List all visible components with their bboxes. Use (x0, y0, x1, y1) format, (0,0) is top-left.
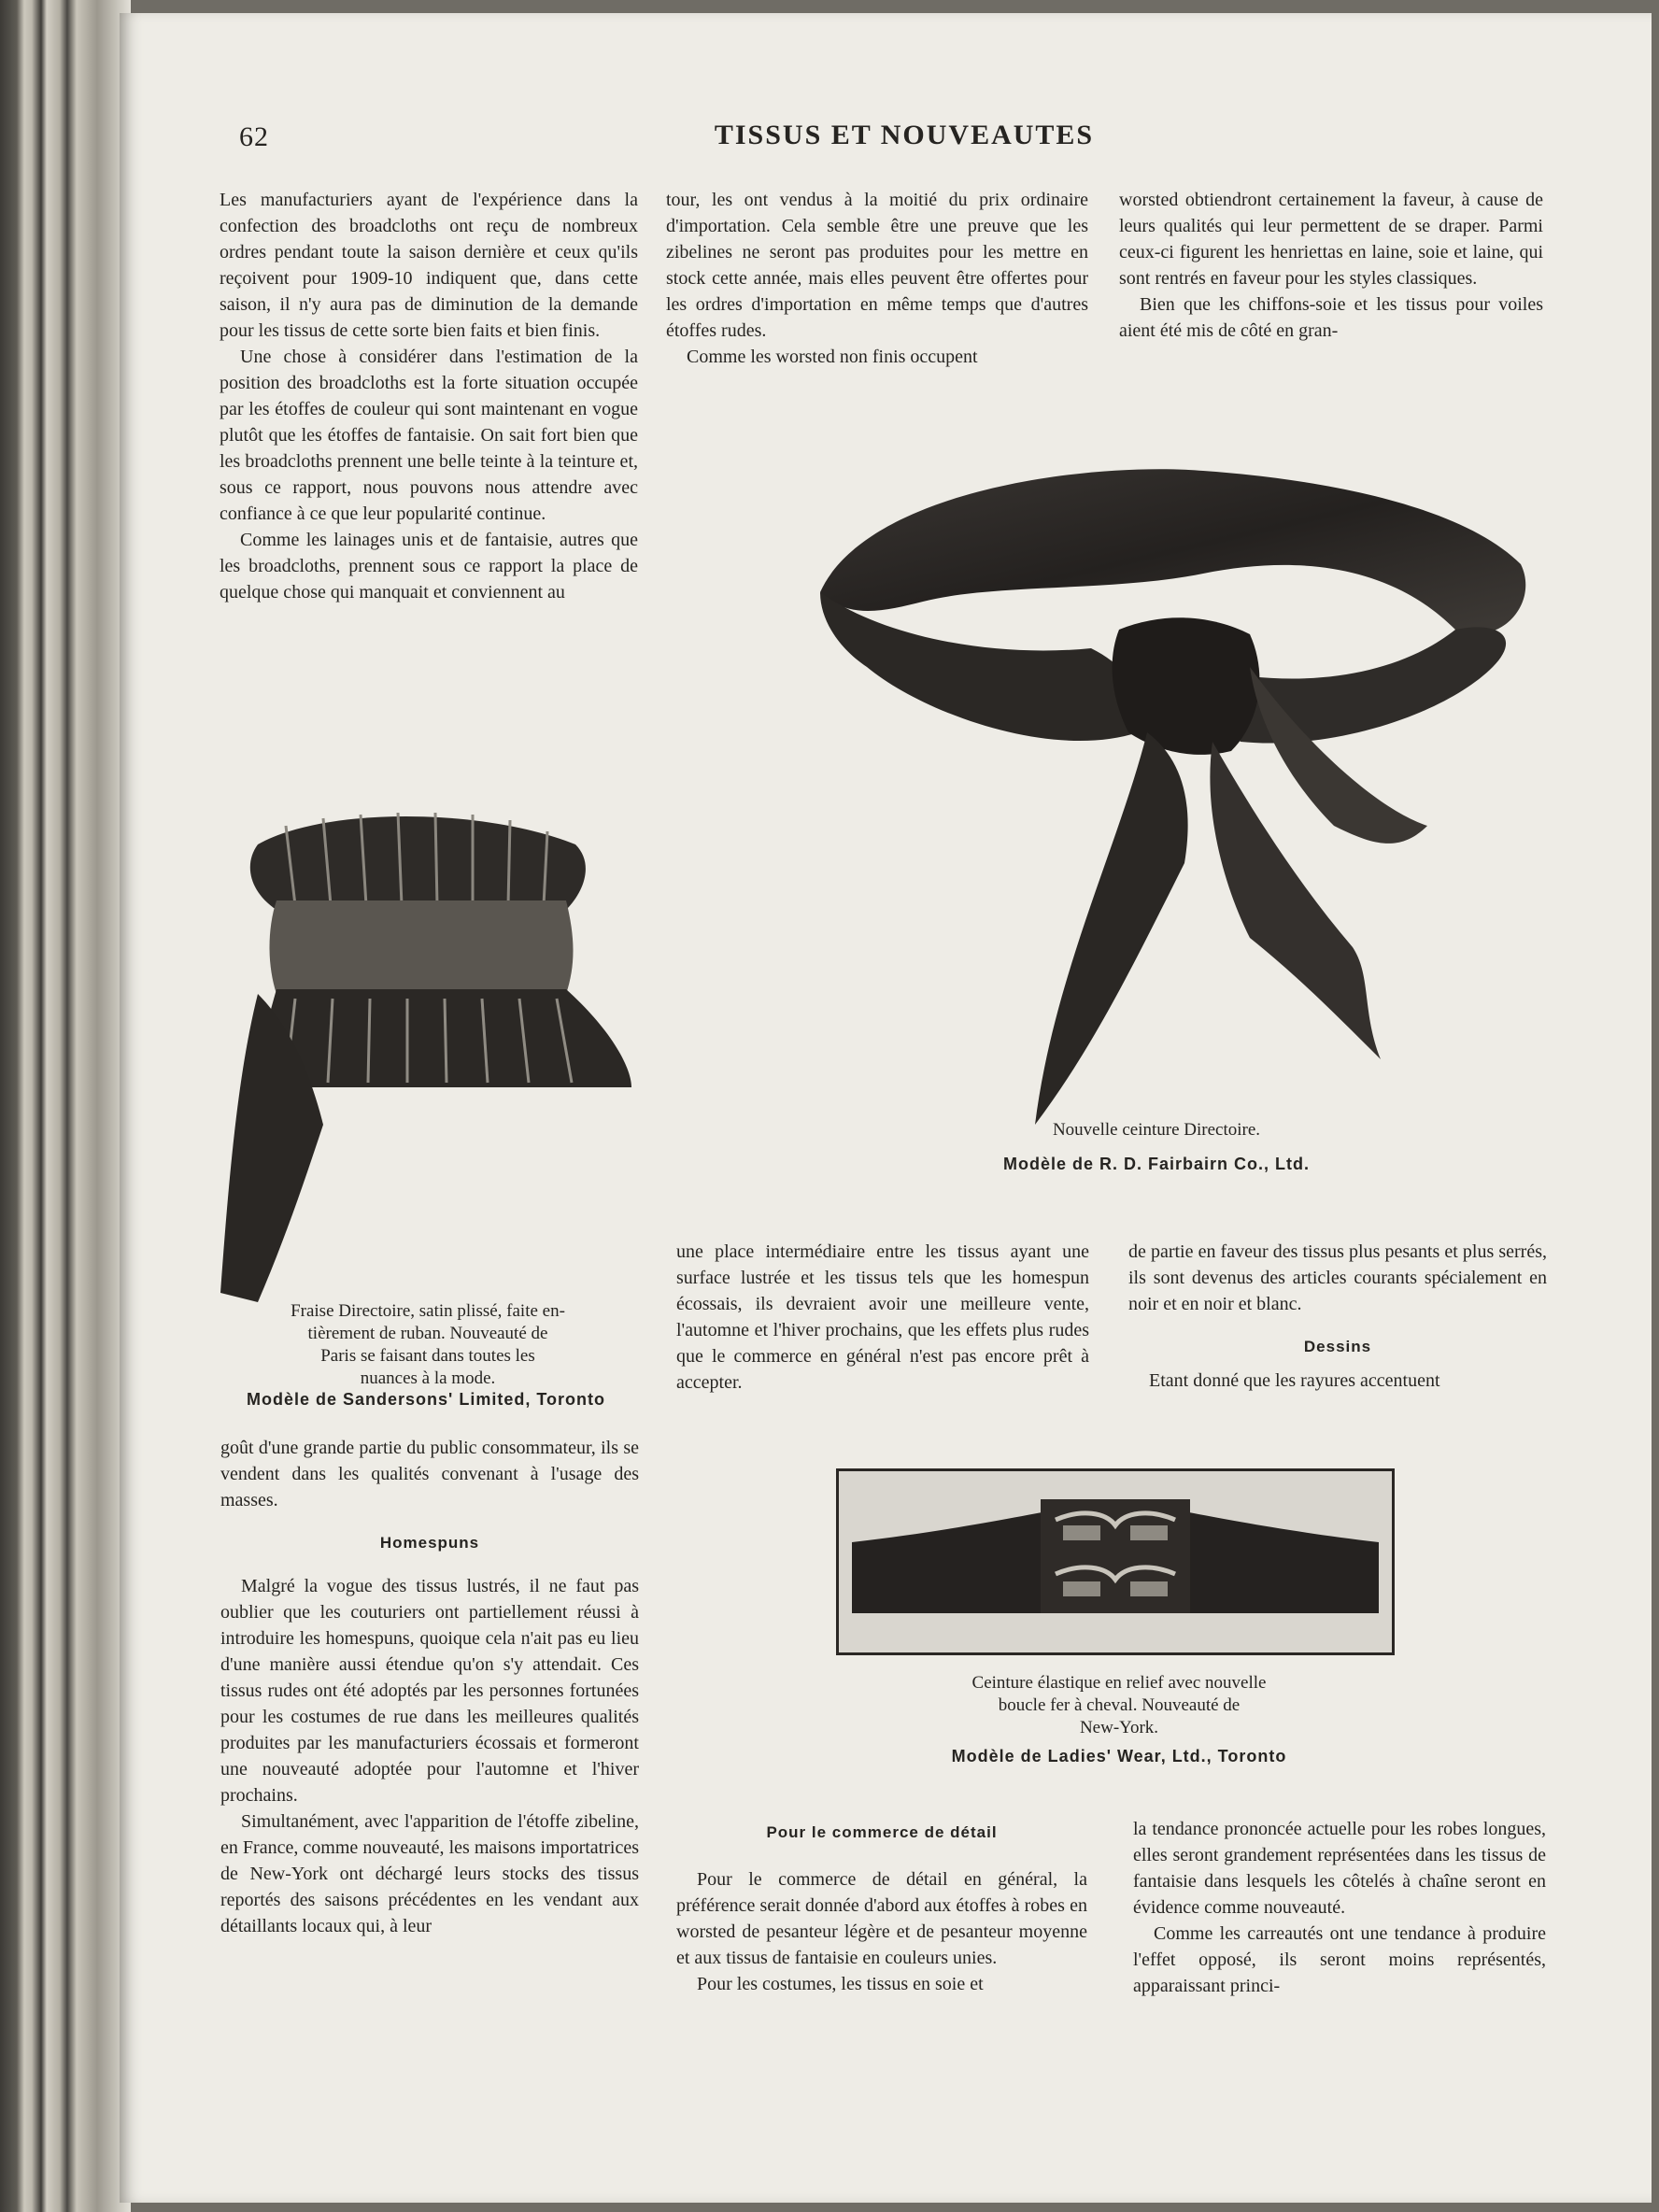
magazine-page (120, 13, 1652, 2203)
page-number: 62 (239, 121, 269, 152)
running-title: TISSUS ET NOUVEAUTES (714, 120, 1095, 150)
column-3-mid (1128, 1239, 1547, 1394)
column-1-top (220, 187, 638, 605)
figure-caption: Nouvelle ceinture Directoire. (1052, 1120, 1261, 1140)
section-heading: Pour le commerce de détail (766, 1823, 998, 1841)
figure-credit: Modèle de R. D. Fairbairn Co., Ltd. (1002, 1155, 1311, 1173)
book-binding-edge (0, 0, 131, 2212)
column-1-bottom (220, 1435, 639, 1939)
figure-caption: Ceinture élastique en relief avec nouvelle boucle fer à cheval. Nouveauté de New-York. (971, 1673, 1267, 1737)
fraise-collar-photo (220, 807, 641, 1312)
paragraph: Comme les worsted non finis occupent (687, 347, 978, 367)
paragraph: Bien que les chiffons-soie et les tissus pour voiles aient été mis de côté en gran- (1119, 294, 1543, 341)
elastic-belt-illustration (839, 1471, 1392, 1652)
column-3-bottom (1133, 1816, 1546, 1999)
directoire-sash-photo (811, 452, 1539, 1125)
paragraph: de partie en faveur des tissus plus pesants et plus serrés, ils sont devenus des articles courants spécialement en noir et en noir et blanc. (1128, 1241, 1547, 1314)
column-3-top (1119, 187, 1543, 344)
paragraph: Pour le commerce de détail en général, la préférence serait donnée d'abord aux étoffes à robes en worsted de pesanteur légère et de pesanteur moyenne et aux tissus de fantaisie en couleurs unies. (676, 1869, 1087, 1968)
column-2-bottom (676, 1823, 1087, 1997)
paragraph: tour, les ont vendus à la moitié du prix ordinaire d'importation. Cela semble être une preuve que les zibelines ne seront pas produites pour les mettre en stock cette année, mais elles peuvent être offertes pour les ordres d'importation en même temps que d'autres étoffes rudes. (666, 190, 1088, 341)
paragraph: Comme les lainages unis et de fantaisie, autres que les broadcloths, prennent sous ce rapport la place de quelque chose qui manquait et conviennent au (220, 530, 638, 603)
paragraph: Les manufacturiers ayant de l'expérience dans la confection des broadcloths ont reçu de nombreux ordres pendant toute la saison dernière et ceux qu'ils reçoivent pour 1909-10 indiquent que, dans cette saison, il n'y aura pas de diminution de la demande pour les tissus de cette sorte bien faits et bien finis. (220, 190, 638, 341)
paragraph: Malgré la vogue des tissus lustrés, il ne faut pas oublier que les couturiers ont partiellement réussi à introduire les homespuns, quoique cela n'ait pas eu lieu d'une manière aussi étendue qu'on s'y attendait. Ces tissus rudes ont été adoptés par les personnes fortunées pour les costumes de rue dans les meilleures qualités produites par les manufacturiers écossais et formeront une nouveauté adoptée pour l'automne et l'hiver prochains. (220, 1576, 639, 1806)
column-2-top (666, 187, 1088, 370)
paragraph: Simultanément, avec l'apparition de l'étoffe zibeline, en France, comme nouveauté, les maisons importatrices de New-York ont déchargé leurs stocks des tissus reportés des saisons précédentes en les vendant aux détaillants locaux qui, à leur (220, 1811, 639, 1936)
paragraph: une place intermédiaire entre les tissus ayant une surface lustrée et les tissus tels que les homespun écossais, ils devraient avoir une meilleure vente, l'automne et l'hiver prochains, que les effets plus rudes que le commerce en général n'est pas encore prêt à accepter. (676, 1241, 1089, 1393)
figure-credit: Modèle de Ladies' Wear, Ltd., Toronto (951, 1747, 1287, 1765)
paragraph: Une chose à considérer dans l'estimation de la position des broadcloths est la forte situation occupée par les étoffes de couleur qui sont maintenant en vogue plutôt que les étoffes de fantaisie. On sait fort bien que les broadcloths prennent une belle teinte à la teinture et, sous ce rapport, nous pouvons nous attendre avec confiance à ce que leur popularité continue. (220, 347, 638, 524)
paragraph: Etant donné que les rayures accentuent (1149, 1370, 1440, 1391)
section-heading: Homespuns (379, 1534, 480, 1552)
figure-credit: Modèle de Sandersons' Limited, Toronto (247, 1390, 605, 1409)
paragraph: Comme les carreautés ont une tendance à produire l'effet opposé, ils seront moins représentés, apparaissant princi- (1133, 1923, 1546, 1996)
column-2-mid (676, 1239, 1089, 1396)
paragraph: goût d'une grande partie du public consommateur, ils se vendent dans les qualités convenant à l'usage des masses. (220, 1438, 639, 1510)
figure-caption: Fraise Directoire, satin plissé, faite en- tièrement de ruban. Nouveauté de Paris se faisant dans toutes les nuances à la mode. (291, 1301, 565, 1388)
paragraph: la tendance prononcée actuelle pour les robes longues, elles seront grandement représentées dans les tissus de fantaisie dans lesquels les côtelés à chaîne seront en évidence comme nouveauté. (1133, 1819, 1546, 1918)
paragraph: worsted obtiendront certainement la faveur, à cause de leurs qualités qui leur permettent de se draper. Parmi ceux-ci figurent les henriettas en laine, soie et laine, qui sont rentrés en faveur pour les styles classiques. (1119, 190, 1543, 289)
elastic-belt-photo (836, 1468, 1395, 1655)
paragraph: Pour les costumes, les tissus en soie et (697, 1974, 984, 1994)
section-heading: Dessins (1303, 1338, 1372, 1355)
